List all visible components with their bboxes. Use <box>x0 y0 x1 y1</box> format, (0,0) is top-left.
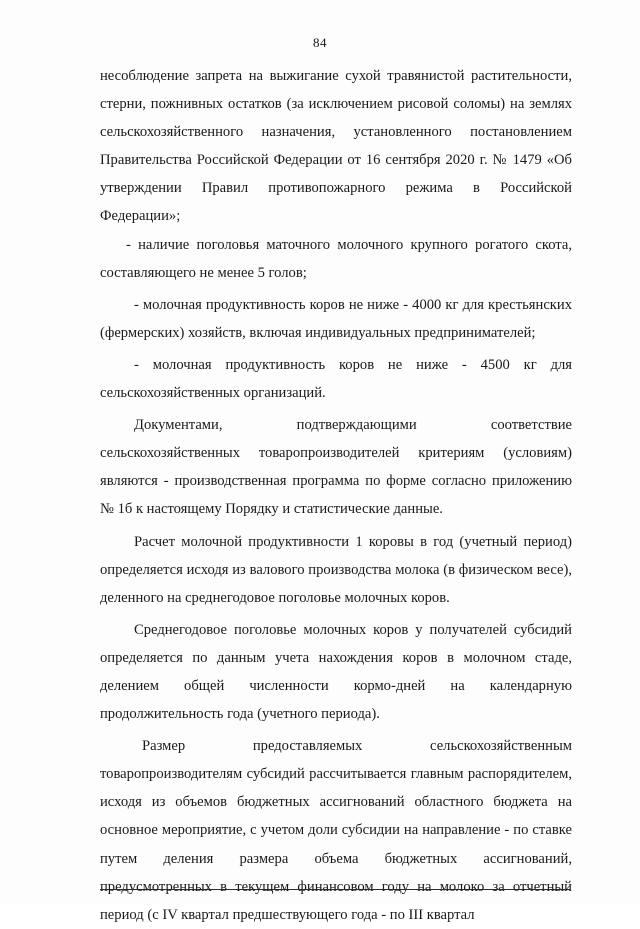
paragraph-average-headcount: Среднегодовое поголовье молочных коров у получателей субсидий определяется по данным учета нахождения коров в молочном стаде, делением общей численности кормо-дней на календарную продолжительность года (учетного периода). <box>100 621 572 723</box>
paragraph-supporting-documents: Документами, подтверждающими соответствие сельскохозяйственных товаропроизводителей критериям (условиям) являются - производственная программа по форме согласно приложению № 1б к настоящему Порядку и статистические данные. <box>100 417 572 518</box>
paragraph-fire-ban-continuation: несоблюдение запрета на выжигание сухой травянистой растительности, стерни, пожнивных остатков (за исключением рисовой соломы) на землях сельскохозяйственного назначения, установленного постановлением Правительства Российской Федерации от 16 сентября 2020 г. № 1479 «Об утверждении Правил противопожарного режима в Российской Федерации»; <box>100 68 572 225</box>
page-number: 84 <box>313 35 327 50</box>
paragraph-subsidy-amount: Размер предоставляемых сельскохозяйственным товаропроизводителям субсидий рассчитывается главным распорядителем, исходя из объемов бюджетных ассигнований областного бюджета на основное мероприятие, с учетом доли субсидии на направление - по ставке путем деления размера объема бюджетных ассигнований, предусмотренных в текущем финансовом году на молоко за отчетный период (с IV квартал предшествующего года - по III квартал <box>100 738 572 923</box>
paragraph-livestock-requirement: - наличие поголовья маточного молочного крупного рогатого скота, составляющего не менее 5 голов; <box>100 236 572 281</box>
footer-rule <box>100 889 570 890</box>
paragraph-productivity-calculation: Расчет молочной продуктивности 1 коровы в год (учетный период) определяется исходя из валового производства молока (в физическом весе), деленного на среднегодовое поголовье молочных коров. <box>100 533 572 606</box>
paragraph-productivity-farms: - молочная продуктивность коров не ниже - 4000 кг для крестьянских (фермерских) хозяйств, включая индивидуальных предпринимателей; <box>100 296 572 341</box>
document-body <box>100 62 572 929</box>
paragraph-productivity-organizations: - молочная продуктивность коров не ниже - 4500 кг для сельскохозяйственных организаций. <box>100 356 572 402</box>
